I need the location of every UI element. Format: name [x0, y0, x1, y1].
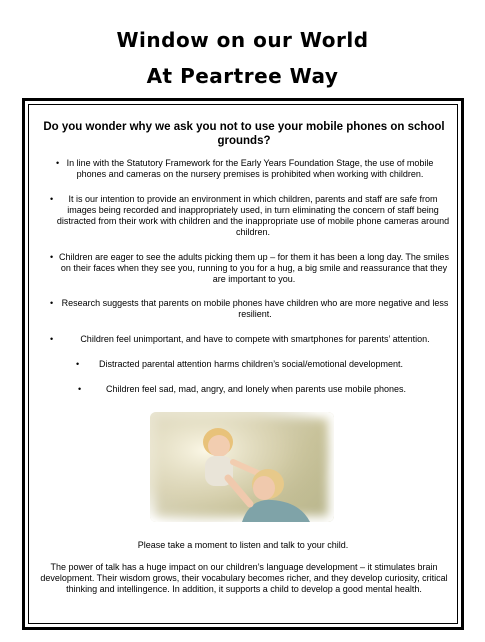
page-title-line-2: At Peartree Way — [146, 64, 339, 88]
closing-paragraph: The power of talk has a huge impact on our children’s language development – it stimulates brain development. Their wisdom grows, their vocabulary becomes richer, and they develop curiosity, critical thinking and intellingence. In addition, it supports a child to develop a good mental health. — [40, 562, 448, 594]
bullet-text: It is our intention to provide an environment in which children, parents and staff are safe from images being recorded and inappropriately used, in turn eliminating the concern of staff being distracted from their work with children and the inappropriate use of mobile phone cameras around children. — [56, 194, 450, 237]
bullet-text: Research suggests that parents on mobile phones have children who are more negative and less resilient. — [61, 298, 449, 319]
bullet-text: Distracted parental attention harms children’s social/emotional development. — [99, 359, 403, 369]
bullet-item — [34, 359, 454, 370]
bullet-text: In line with the Statutory Framework for the Early Years Foundation Stage, the use of mobile phones and cameras on the nursery premises is prohibited when working with children. — [66, 158, 434, 179]
page-title-line-1: Window on our World — [116, 28, 369, 52]
bullet-text: Children feel unimportant, and have to compete with smartphones for parents’ attention. — [80, 334, 430, 344]
bullet-dot: • — [50, 252, 54, 262]
content-area — [34, 120, 454, 395]
bullet-dot: • — [56, 158, 60, 168]
bullet-item — [34, 158, 454, 180]
photo-illustration — [150, 412, 334, 522]
bullet-item — [34, 298, 454, 320]
bullet-item — [34, 252, 454, 285]
bullet-item — [34, 384, 454, 395]
bullet-item — [34, 194, 454, 238]
bullet-dot: • — [50, 194, 54, 204]
photo-caption: Please take a moment to listen and talk to your child. — [137, 540, 349, 550]
bullet-item — [34, 334, 454, 345]
question-heading: Do you wonder why we ask you not to use your mobile phones on school grounds? — [43, 121, 445, 147]
bullet-text: Children are eager to see the adults picking them up – for them it has been a long day. The smiles on their faces when they see you, running to you for a hug, a big smile and reassurance that they are important to you. — [59, 252, 449, 284]
bullet-dot: • — [50, 334, 54, 344]
bullet-text: Children feel sad, mad, angry, and lonely when parents use mobile phones. — [105, 384, 406, 394]
bullet-dot: • — [50, 298, 54, 308]
bullet-dot: • — [78, 384, 82, 394]
parent-and-child-photo — [150, 412, 334, 522]
bullet-dot: • — [76, 359, 80, 369]
